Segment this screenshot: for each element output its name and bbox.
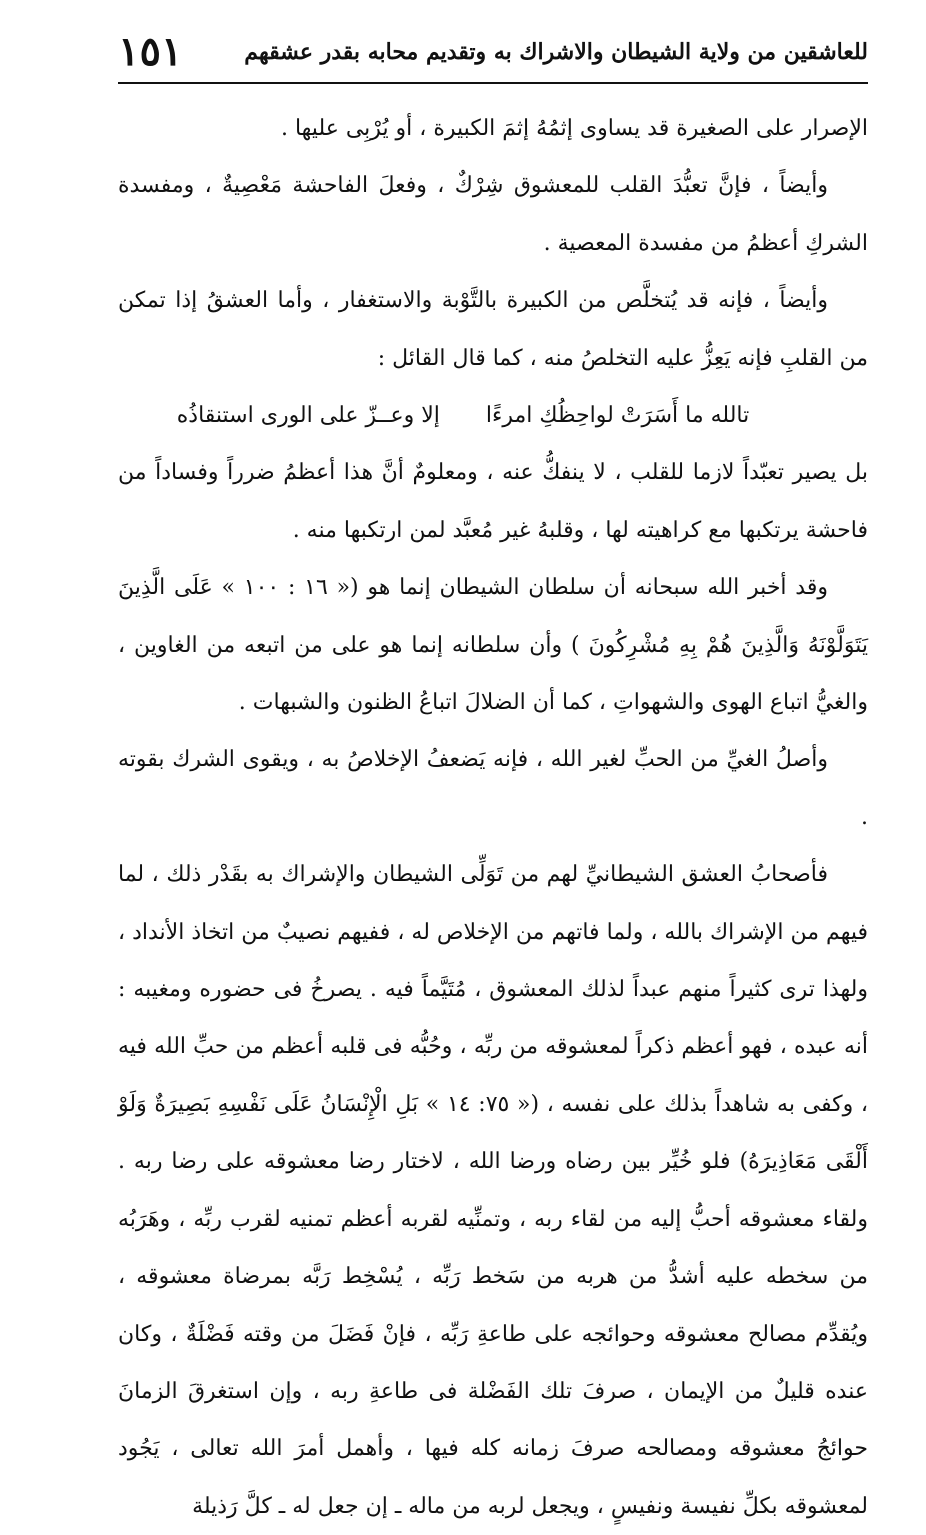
page-body bbox=[118, 100, 868, 1535]
paragraph: وقد أخبر الله سبحانه أن سلطان الشيطان إنما هو (« ١٦ : ١٠٠ » عَلَى الَّذِينَ يَتَوَلَّوْنَهُ وَالَّذِينَ هُمْ بِهِ مُشْرِكُونَ ) وأن سلطانه إنما هو على من اتبعه من الغاوين ، والغيُّ اتباع الهوى والشهواتِ ، كما أن الضلالَ اتباعُ الظنون والشبهات . bbox=[118, 575, 868, 716]
running-title: للعاشقين من ولاية الشيطان والاشراك به وتقديم محابه بقدر عشقهم bbox=[244, 39, 868, 65]
header-rule bbox=[118, 82, 868, 84]
paragraph: بل يصير تعبّداً لازما للقلب ، لا ينفكُّ عنه ، ومعلومٌ أنَّ هذا أعظمُ ضرراً وفساداً من فاحشة يرتكبها مع كراهيته لها ، وقلبهُ غير مُعبَّد لمن ارتكبها منه . bbox=[118, 460, 868, 543]
paragraph: فأصحابُ العشق الشيطانيِّ لهم من تَوَلِّى الشيطان والإشراك به بقَدْر ذلك ، لما فيهم من الإشراك بالله ، ولما فاتهم من الإخلاص له ، ففيهم نصيبٌ من اتخاذ الأنداد ، ولهذا ترى كثيراً منهم عبداً لذلك المعشوق ، مُتَيَّماً فيه . يصرخُ فى حضوره ومغيبه : أنه عبده ، فهو أعظم ذكراً لمعشوقه من ربِّه ، وحُبُّه فى قلبه أعظم من حبِّ الله فيه ، وكفى به شاهداً بذلك على نفسه ، (« ٧٥: ١٤ » بَلِ الْإِنْسَانُ عَلَى نَفْسِهِ بَصِيرَةٌ وَلَوْ أَلْقَى مَعَاذِيرَهُ) فلو خُيِّر بين رضاه ورضا الله ، لاختار رضا معشوقه على رضا ربه . ولقاء معشوقه أحبُّ إليه من لقاء ربه ، وتمنِّيه لقربه أعظم تمنيه لقرب ربِّه ، وهَرَبُه من سخطه عليه أشدُّ من هربه من سَخط رَبِّه ، يُسْخِط رَبَّه بمرضاة معشوقه ، ويُقدِّم مصالح معشوقه وحوائجه على طاعةِ رَبِّه ، فإنْ فَضَلَ من وقته فَضْلَةٌ ، وكان عنده قليلٌ من الإيمان ، صرفَ تلك الفَضْلة فى طاعةِ ربه ، وإن استغرقَ الزمانَ حوائجُ معشوقه ومصالحه صرفَ زمانه كله فيها ، وأهمل أمرَ الله تعالى ، يَجُود لمعشوقه بكلِّ نفيسة ونفيسٍ ، ويجعل لربه من ماله ـ إن جعل له ـ كلَّ رَذيلة bbox=[118, 862, 869, 1519]
paragraph: الإصرار على الصغيرة قد يساوى إثمُهُ إثمَ الكبيرة ، أو يُرْبِى عليها . bbox=[280, 116, 868, 141]
running-header bbox=[118, 22, 868, 82]
paragraph: وأيضاً ، فإنه قد يُتخلَّص من الكبيرة بالتَّوْبة والاستغفار ، وأما العشقُ إذا تمكن من القلبِ فإنه يَعِزُّ عليه التخلصُ منه ، كما قال القائل : bbox=[118, 288, 868, 371]
paragraph: وأصلُ الغيِّ من الحبِّ لغير الله ، فإنه يَضعفُ الإخلاصُ به ، ويقوى الشرك بقوته . bbox=[118, 747, 868, 830]
verse-right-hemistich: تالله ما أَسَرَتْ لواحِظُكِ امرءًا bbox=[485, 403, 750, 429]
poetry-verse bbox=[118, 387, 868, 444]
verse-left-hemistich: إلا وعــزّ على الورى استنقاذُه bbox=[176, 403, 440, 429]
paragraph: وأيضاً ، فإنَّ تعبُّدَ القلب للمعشوق شِرْكٌ ، وفعلَ الفاحشة مَعْصِيةٌ ، ومفسدة الشركِ أعظمُ من مفسدة المعصية . bbox=[118, 173, 868, 256]
page-number: ١٥١ bbox=[118, 28, 183, 75]
